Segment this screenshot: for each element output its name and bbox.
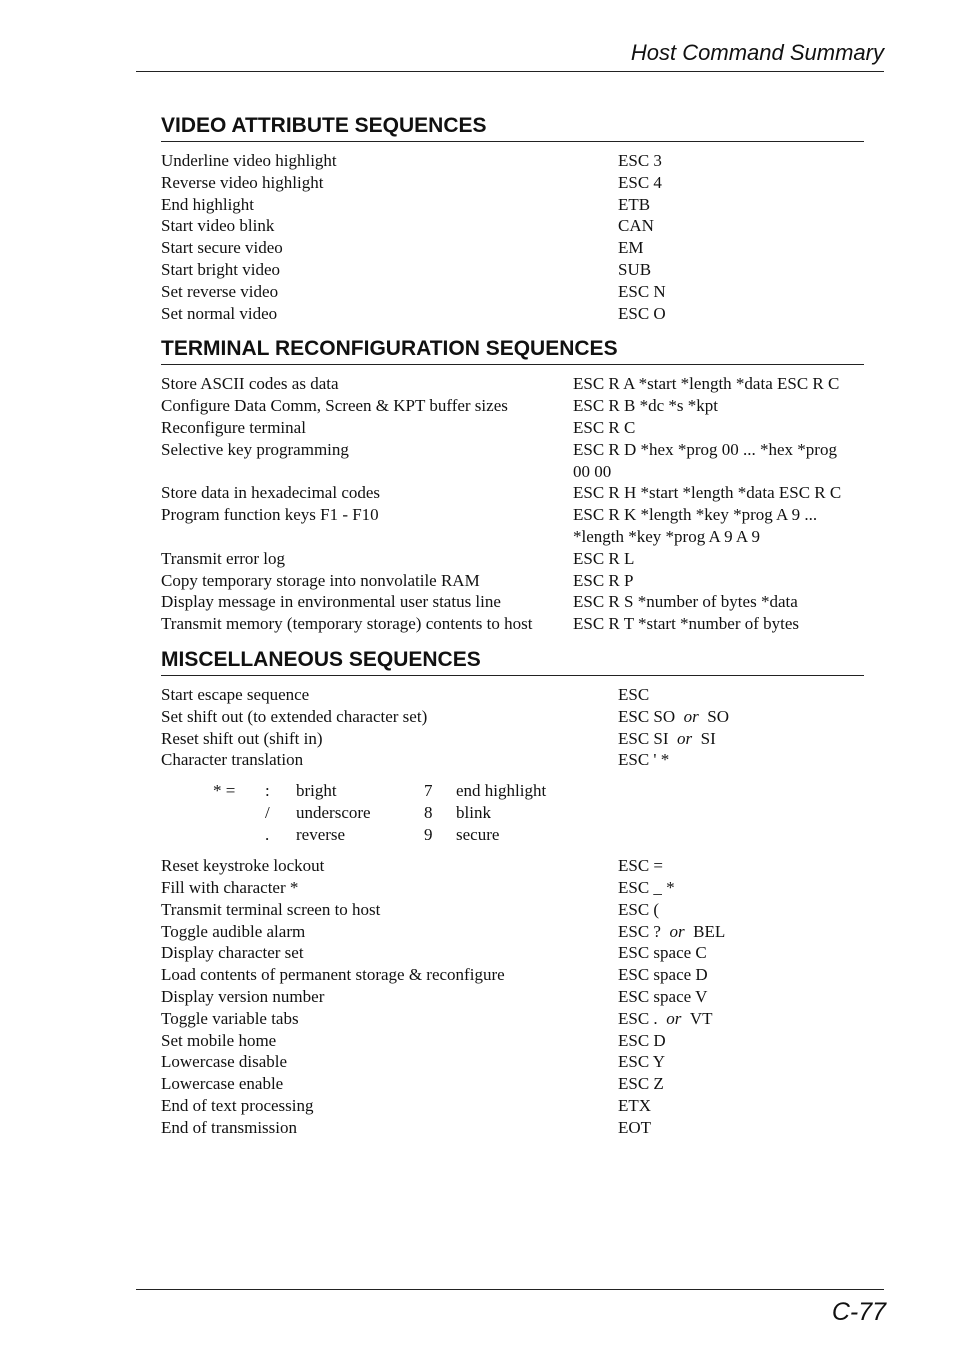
section-title: TERMINAL RECONFIGURATION SEQUENCES	[161, 335, 864, 365]
command-description: Start secure video	[161, 238, 283, 258]
command-row	[161, 373, 864, 395]
section-title: MISCELLANEOUS SEQUENCES	[161, 646, 864, 676]
section-title: VIDEO ATTRIBUTE SEQUENCES	[161, 112, 864, 142]
command-row	[161, 1030, 864, 1052]
video-attribute-section	[161, 112, 864, 324]
legend-name: bright	[296, 781, 337, 801]
command-sequence: ESC Z	[618, 1074, 664, 1094]
command-sequence: ESC R C	[573, 417, 636, 437]
or-word: or	[677, 728, 693, 748]
command-row	[161, 877, 864, 899]
command-row	[161, 482, 864, 504]
character-translation-legend	[161, 780, 864, 846]
command-description: Selective key programming	[161, 439, 349, 459]
command-description: Set reverse video	[161, 281, 279, 301]
command-row	[161, 417, 864, 439]
command-description: Set shift out (to extended character set)	[161, 706, 428, 726]
command-description: Transmit terminal screen to host	[161, 899, 381, 919]
command-list	[161, 855, 864, 1138]
command-description: Configure Data Comm, Screen & KPT buffer sizes	[161, 396, 508, 416]
command-sequence: ESC . or VT	[618, 1008, 713, 1028]
command-sequence: ETX	[618, 1095, 652, 1115]
footer-rule	[136, 1289, 884, 1290]
command-description: Reconfigure terminal	[161, 417, 306, 437]
legend-number: 8	[424, 803, 433, 823]
command-row	[161, 855, 864, 877]
command-row	[161, 942, 864, 964]
command-description: Underline video highlight	[161, 151, 337, 170]
command-row	[161, 548, 864, 570]
command-sequence: ESC =	[618, 856, 664, 876]
command-description: Store data in hexadecimal codes	[161, 483, 381, 503]
command-sequence: ESC D	[618, 1030, 666, 1050]
command-description: Display version number	[161, 986, 325, 1006]
command-row	[161, 259, 864, 281]
command-sequence: SUB	[618, 259, 652, 279]
legend-symbol: /	[265, 803, 270, 823]
command-sequence: ESC R T *start *number of bytes	[573, 614, 800, 634]
command-sequence: ESC SI or SI	[618, 728, 716, 748]
or-word: or	[683, 706, 699, 726]
command-description: End highlight	[161, 194, 255, 214]
command-sequence: ESC space V	[618, 986, 708, 1006]
legend-number: 9	[424, 825, 433, 845]
command-row	[161, 303, 864, 325]
or-word: or	[669, 921, 685, 941]
running-header: Host Command Summary	[630, 40, 884, 65]
command-row	[161, 921, 864, 943]
command-sequence: ESC ? or BEL	[618, 921, 726, 941]
command-row	[161, 281, 864, 303]
page-content	[161, 112, 864, 1138]
command-description: Start escape sequence	[161, 684, 310, 704]
command-row	[161, 1073, 864, 1095]
command-sequence: EOT	[618, 1117, 652, 1137]
command-row	[161, 504, 864, 526]
command-sequence: ESC 4	[618, 172, 662, 192]
command-list	[161, 150, 864, 324]
command-row	[161, 986, 864, 1008]
command-sequence: ESC R D *hex *prog 00 ... *hex *prog	[573, 439, 837, 459]
header-rule	[136, 71, 884, 72]
command-description: Transmit memory (temporary storage) contents to host	[161, 614, 533, 634]
command-description: Reverse video highlight	[161, 172, 324, 192]
command-row	[161, 613, 864, 635]
legend-name: end highlight	[456, 781, 547, 801]
command-description: Program function keys F1 - F10	[161, 505, 379, 525]
command-description: Toggle variable tabs	[161, 1008, 299, 1028]
command-sequence: ESC R A *start *length *data ESC R C	[573, 374, 840, 394]
legend-name: underscore	[296, 803, 371, 823]
command-list	[161, 684, 864, 771]
command-row	[161, 172, 864, 194]
legend-row	[161, 824, 864, 846]
command-description: Lowercase enable	[161, 1074, 284, 1094]
command-sequence: ESC (	[618, 899, 660, 919]
legend-row	[161, 780, 864, 802]
command-sequence: ESC SO or SO	[618, 706, 730, 726]
command-sequence-continuation: *length *key *prog A 9 A 9	[573, 526, 760, 546]
legend-number: 7	[424, 781, 433, 801]
command-row	[161, 194, 864, 216]
command-description: Display message in environmental user status line	[161, 592, 501, 612]
command-sequence: ESC N	[618, 281, 666, 301]
legend-row	[161, 802, 864, 824]
command-row-continuation	[161, 526, 864, 548]
command-sequence: ESC _ *	[618, 877, 675, 897]
command-row	[161, 964, 864, 986]
command-sequence: ESC	[618, 684, 650, 704]
command-row	[161, 1095, 864, 1117]
legend-symbol: .	[265, 825, 270, 845]
command-description: Set normal video	[161, 303, 278, 323]
command-description: Store ASCII codes as data	[161, 374, 339, 394]
command-description: Transmit error log	[161, 548, 286, 568]
command-row	[161, 570, 864, 592]
legend-symbol: :	[265, 781, 270, 801]
command-sequence: ESC R H *start *length *data ESC R C	[573, 483, 842, 503]
command-description: Fill with character *	[161, 877, 299, 897]
legend-star-equals: * =	[213, 781, 236, 801]
command-sequence: ETB	[618, 194, 651, 214]
or-word: or	[666, 1008, 682, 1028]
page-number: C-77	[831, 1298, 886, 1326]
command-description: Display character set	[161, 943, 304, 963]
command-row	[161, 684, 864, 706]
command-row	[161, 150, 864, 172]
command-description: Character translation	[161, 750, 304, 770]
command-row	[161, 395, 864, 417]
command-row	[161, 439, 864, 461]
command-description: Set mobile home	[161, 1030, 277, 1050]
command-row	[161, 237, 864, 259]
command-sequence: ESC R S *number of bytes *data	[573, 592, 798, 612]
command-sequence: CAN	[618, 216, 654, 236]
command-description: Load contents of permanent storage & reconfigure	[161, 965, 505, 985]
legend-name: blink	[456, 803, 491, 823]
command-sequence: ESC R K *length *key *prog A 9 ...	[573, 505, 818, 525]
command-description: Start bright video	[161, 259, 280, 279]
command-row	[161, 591, 864, 613]
command-sequence: EM	[618, 238, 644, 258]
command-description: Reset shift out (shift in)	[161, 728, 323, 748]
legend-name: reverse	[296, 825, 346, 845]
command-row-continuation	[161, 461, 864, 483]
command-row	[161, 1051, 864, 1073]
command-row	[161, 899, 864, 921]
command-sequence-continuation: 00 00	[573, 461, 612, 481]
command-description: Lowercase disable	[161, 1052, 288, 1072]
terminal-reconfiguration-section	[161, 335, 864, 635]
command-row	[161, 1117, 864, 1139]
command-sequence: ESC O	[618, 303, 666, 323]
command-description: Toggle audible alarm	[161, 921, 306, 941]
command-sequence: ESC R P	[573, 570, 634, 590]
command-sequence: ESC Y	[618, 1052, 666, 1072]
command-row	[161, 749, 864, 771]
miscellaneous-section	[161, 646, 864, 1139]
command-sequence: ESC 3	[618, 151, 662, 170]
command-description: End of transmission	[161, 1117, 297, 1137]
legend-name: secure	[456, 825, 500, 845]
command-description: Start video blink	[161, 216, 275, 236]
command-sequence: ESC space D	[618, 965, 708, 985]
command-sequence: ESC R L	[573, 548, 635, 568]
command-list	[161, 373, 864, 635]
command-row	[161, 215, 864, 237]
command-sequence: ESC ' *	[618, 750, 670, 770]
command-description: End of text processing	[161, 1095, 314, 1115]
command-row	[161, 728, 864, 750]
command-sequence: ESC R B *dc *s *kpt	[573, 396, 718, 416]
command-sequence: ESC space C	[618, 943, 707, 963]
command-description: Copy temporary storage into nonvolatile RAM	[161, 570, 480, 590]
command-row	[161, 1008, 864, 1030]
command-row	[161, 706, 864, 728]
command-description: Reset keystroke lockout	[161, 856, 325, 876]
